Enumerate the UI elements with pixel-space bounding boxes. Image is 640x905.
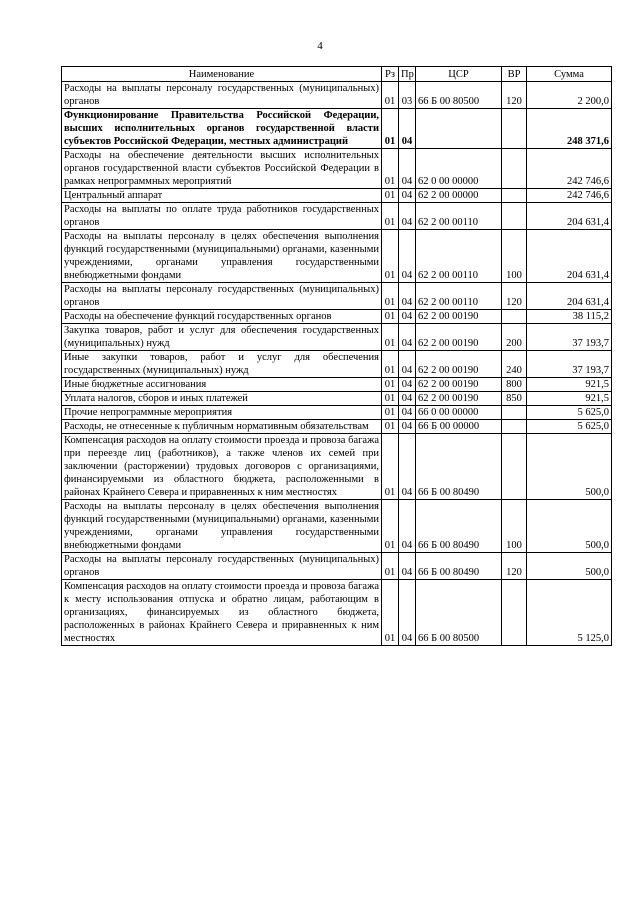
- cell-name: Прочие непрограммные мероприятия: [62, 406, 382, 420]
- cell-pr: 04: [399, 351, 416, 378]
- cell-csr: 62 2 00 00190: [416, 351, 502, 378]
- cell-vr: 100: [502, 500, 527, 553]
- cell-pr: 04: [399, 283, 416, 310]
- cell-name: Компенсация расходов на оплату стоимости проезда и провоза багажа к месту использования отпуска и обратно лицам, работающим в организациях, финансируемых из областного бюджета, расположенных в районах Крайнего Севера и приравненных к ним местностях: [62, 580, 382, 646]
- cell-pr: 04: [399, 109, 416, 149]
- cell-sum: 500,0: [527, 553, 612, 580]
- cell-sum: 38 115,2: [527, 310, 612, 324]
- cell-vr: 200: [502, 324, 527, 351]
- cell-vr: 120: [502, 283, 527, 310]
- cell-rz: 01: [382, 406, 399, 420]
- table-row: [62, 109, 612, 149]
- cell-csr: 62 2 00 00110: [416, 203, 502, 230]
- cell-rz: 01: [382, 189, 399, 203]
- cell-pr: 04: [399, 420, 416, 434]
- cell-pr: 04: [399, 230, 416, 283]
- table-row: [62, 500, 612, 553]
- cell-csr: 66 Б 00 80490: [416, 500, 502, 553]
- header-pr: Пр: [399, 67, 416, 82]
- cell-name: Расходы на выплаты персоналу государственных (муниципальных) органов: [62, 283, 382, 310]
- cell-pr: 04: [399, 149, 416, 189]
- cell-vr: [502, 434, 527, 500]
- header-vr: ВР: [502, 67, 527, 82]
- cell-csr: 66 0 00 00000: [416, 406, 502, 420]
- cell-sum: 500,0: [527, 500, 612, 553]
- page-number: 4: [317, 40, 323, 52]
- cell-name: Расходы на обеспечение функций государственных органов: [62, 310, 382, 324]
- cell-vr: [502, 310, 527, 324]
- cell-sum: 921,5: [527, 378, 612, 392]
- cell-name: Закупка товаров, работ и услуг для обеспечения государственных (муниципальных) нужд: [62, 324, 382, 351]
- cell-rz: 01: [382, 149, 399, 189]
- cell-csr: 66 Б 00 00000: [416, 420, 502, 434]
- table-header-row: [62, 67, 612, 82]
- cell-csr: 66 Б 00 80500: [416, 580, 502, 646]
- cell-sum: 37 193,7: [527, 324, 612, 351]
- cell-rz: 01: [382, 283, 399, 310]
- cell-csr: 62 2 00 00110: [416, 283, 502, 310]
- cell-rz: 01: [382, 310, 399, 324]
- cell-vr: 120: [502, 553, 527, 580]
- cell-vr: 240: [502, 351, 527, 378]
- cell-vr: 850: [502, 392, 527, 406]
- cell-rz: 01: [382, 553, 399, 580]
- cell-rz: 01: [382, 230, 399, 283]
- cell-vr: 100: [502, 230, 527, 283]
- cell-pr: 03: [399, 82, 416, 109]
- table-row: [62, 378, 612, 392]
- table-row: [62, 283, 612, 310]
- cell-vr: [502, 580, 527, 646]
- table-row: [62, 580, 612, 646]
- cell-name: Расходы на выплаты по оплате труда работников государственных органов: [62, 203, 382, 230]
- cell-sum: 500,0: [527, 434, 612, 500]
- cell-rz: 01: [382, 378, 399, 392]
- cell-vr: 800: [502, 378, 527, 392]
- cell-name: Расходы на выплаты персоналу государственных (муниципальных) органов: [62, 82, 382, 109]
- table-row: [62, 553, 612, 580]
- cell-sum: 204 631,4: [527, 283, 612, 310]
- cell-name: Расходы на обеспечение деятельности высших исполнительных органов государственной власти субъектов Российской Федерации в рамках непрограммных мероприятий: [62, 149, 382, 189]
- cell-csr: 66 Б 00 80490: [416, 553, 502, 580]
- cell-sum: 921,5: [527, 392, 612, 406]
- header-name: Наименование: [62, 67, 382, 82]
- cell-csr: 62 2 00 00190: [416, 378, 502, 392]
- cell-pr: 04: [399, 434, 416, 500]
- cell-sum: 242 746,6: [527, 149, 612, 189]
- cell-vr: [502, 149, 527, 189]
- cell-vr: 120: [502, 82, 527, 109]
- cell-rz: 01: [382, 203, 399, 230]
- cell-rz: 01: [382, 434, 399, 500]
- cell-csr: 62 2 00 00000: [416, 189, 502, 203]
- cell-rz: 01: [382, 82, 399, 109]
- cell-vr: [502, 203, 527, 230]
- table-row: [62, 82, 612, 109]
- table-row: [62, 351, 612, 378]
- cell-pr: 04: [399, 203, 416, 230]
- cell-name: Центральный аппарат: [62, 189, 382, 203]
- header-sum: Сумма: [527, 67, 612, 82]
- cell-sum: 2 200,0: [527, 82, 612, 109]
- cell-vr: [502, 420, 527, 434]
- cell-name: Расходы на выплаты персоналу в целях обеспечения выполнения функций государственными (муниципальными) органами, казенными учреждениями, органами управления государственными внебюджетными фондами: [62, 230, 382, 283]
- cell-rz: 01: [382, 580, 399, 646]
- cell-csr: 66 Б 00 80500: [416, 82, 502, 109]
- cell-sum: 248 371,6: [527, 109, 612, 149]
- cell-csr: 62 2 00 00190: [416, 324, 502, 351]
- cell-pr: 04: [399, 406, 416, 420]
- cell-pr: 04: [399, 189, 416, 203]
- cell-rz: 01: [382, 500, 399, 553]
- cell-csr: 66 Б 00 80490: [416, 434, 502, 500]
- table-row: [62, 230, 612, 283]
- cell-sum: 204 631,4: [527, 203, 612, 230]
- cell-rz: 01: [382, 392, 399, 406]
- cell-vr: [502, 189, 527, 203]
- cell-rz: 01: [382, 109, 399, 149]
- cell-pr: 04: [399, 553, 416, 580]
- cell-pr: 04: [399, 378, 416, 392]
- cell-rz: 01: [382, 420, 399, 434]
- cell-sum: 5 625,0: [527, 406, 612, 420]
- cell-pr: 04: [399, 392, 416, 406]
- cell-name: Иные бюджетные ассигнования: [62, 378, 382, 392]
- table-row: [62, 310, 612, 324]
- table-row: [62, 434, 612, 500]
- cell-name: Расходы на выплаты персоналу в целях обеспечения выполнения функций государственными (муниципальными) органами, казенными учреждениями, органами управления государственными внебюджетными фондами: [62, 500, 382, 553]
- cell-csr: 62 2 00 00190: [416, 310, 502, 324]
- cell-name: Компенсация расходов на оплату стоимости проезда и провоза багажа при переезде лиц (работников), а также членов их семей при заключении (расторжении) трудовых договоров с организациями, финансируемыми из областного бюджета, расположенными в районах Крайнего Севера и приравненных к ним местностях: [62, 434, 382, 500]
- cell-vr: [502, 406, 527, 420]
- cell-csr: 62 2 00 00190: [416, 392, 502, 406]
- cell-name: Функционирование Правительства Российской Федерации, высших исполнительных органов государственной власти субъектов Российской Федерации, местных администраций: [62, 109, 382, 149]
- cell-name: Расходы на выплаты персоналу государственных (муниципальных) органов: [62, 553, 382, 580]
- cell-rz: 01: [382, 351, 399, 378]
- table-row: [62, 406, 612, 420]
- table-row: [62, 324, 612, 351]
- table-row: [62, 189, 612, 203]
- table-row: [62, 203, 612, 230]
- cell-pr: 04: [399, 310, 416, 324]
- cell-name: Расходы, не отнесенные к публичным нормативным обязательствам: [62, 420, 382, 434]
- cell-pr: 04: [399, 500, 416, 553]
- header-rz: Рз: [382, 67, 399, 82]
- cell-csr: [416, 109, 502, 149]
- cell-vr: [502, 109, 527, 149]
- table-row: [62, 392, 612, 406]
- cell-sum: 204 631,4: [527, 230, 612, 283]
- cell-csr: 62 2 00 00110: [416, 230, 502, 283]
- cell-sum: 5 125,0: [527, 580, 612, 646]
- cell-name: Иные закупки товаров, работ и услуг для обеспечения государственных (муниципальных) нужд: [62, 351, 382, 378]
- cell-pr: 04: [399, 580, 416, 646]
- header-csr: ЦСР: [416, 67, 502, 82]
- cell-pr: 04: [399, 324, 416, 351]
- cell-name: Уплата налогов, сборов и иных платежей: [62, 392, 382, 406]
- table-row: [62, 149, 612, 189]
- cell-rz: 01: [382, 324, 399, 351]
- cell-sum: 5 625,0: [527, 420, 612, 434]
- budget-table: [61, 66, 612, 646]
- cell-csr: 62 0 00 00000: [416, 149, 502, 189]
- cell-sum: 37 193,7: [527, 351, 612, 378]
- table-row: [62, 420, 612, 434]
- cell-sum: 242 746,6: [527, 189, 612, 203]
